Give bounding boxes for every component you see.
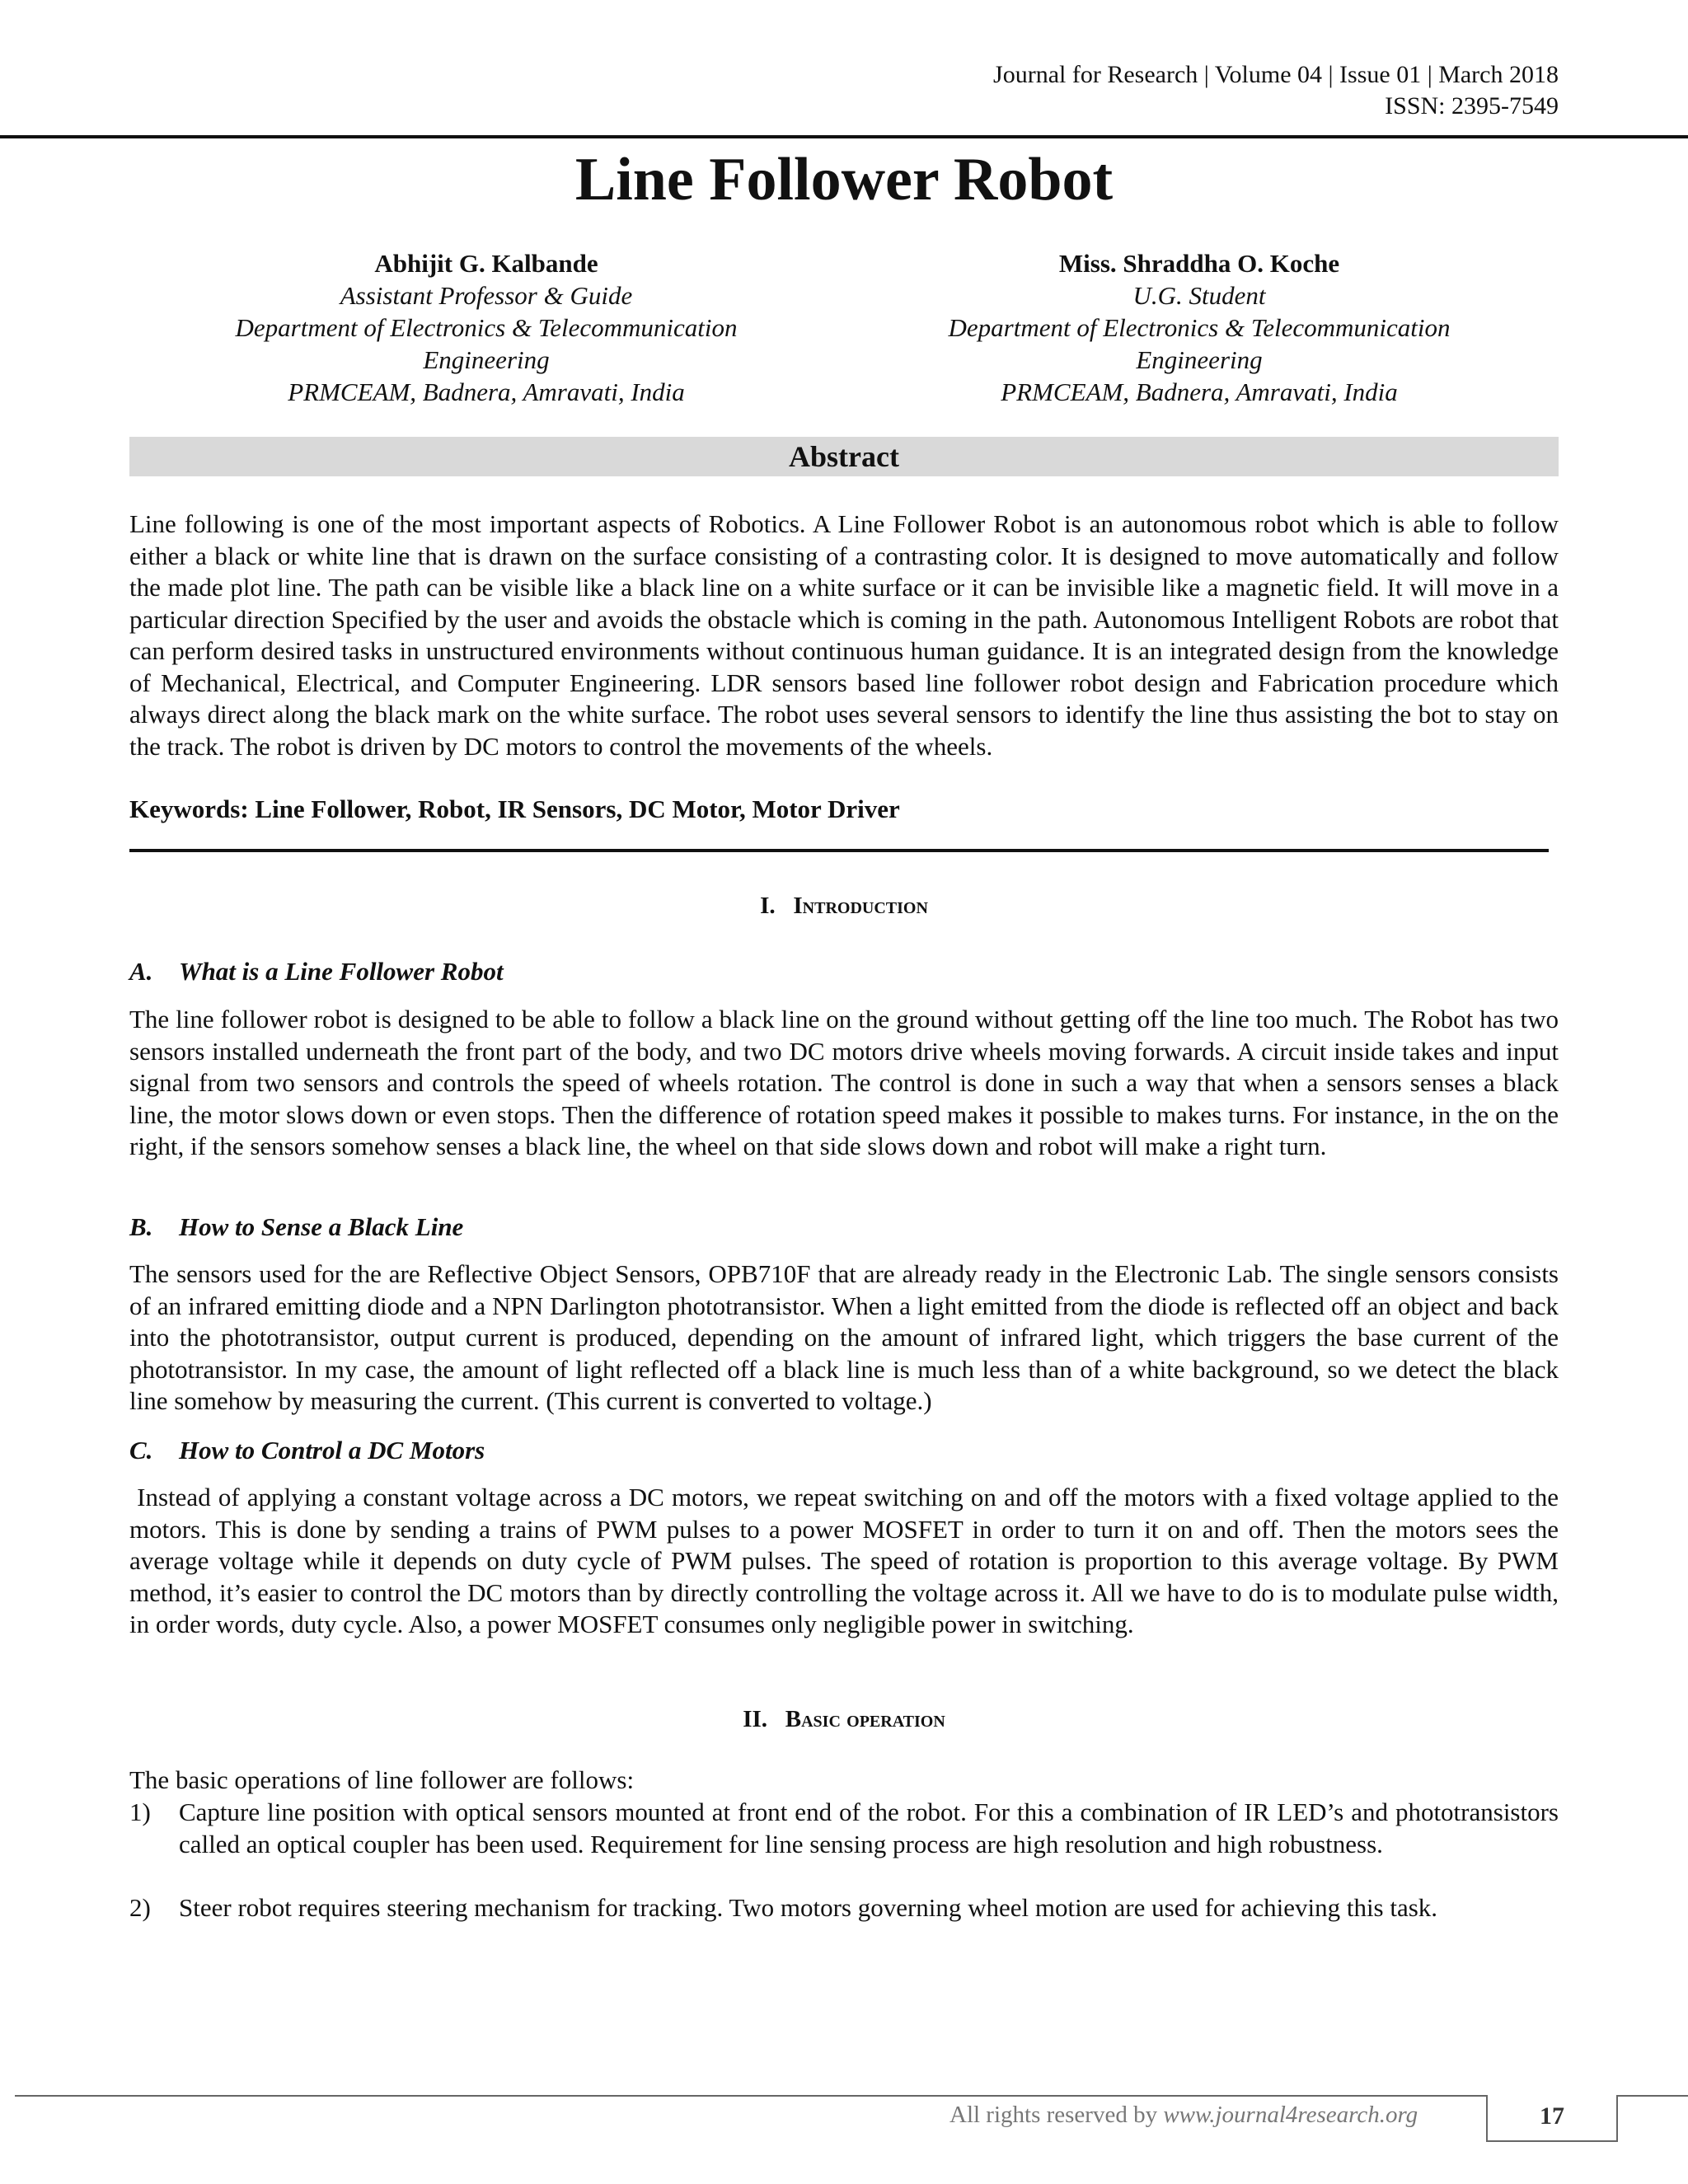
subsection-title: What is a Line Follower Robot: [179, 957, 504, 986]
author-dept-2: Engineering: [423, 345, 550, 374]
footer-rights: [950, 2100, 1418, 2130]
basic-operation-intro: The basic operations of line follower are follows:: [129, 1765, 635, 1794]
subsection-heading-c: [129, 1435, 485, 1466]
author-dept-2: Engineering: [1136, 345, 1263, 374]
author-dept: Department of Electronics & Telecommunication: [948, 313, 1451, 342]
journal-website-link[interactable]: www.journal4research.org: [1163, 2102, 1418, 2128]
author-affiliation: PRMCEAM, Badnera, Amravati, India: [1001, 377, 1398, 406]
subsection-title: How to Control a DC Motors: [179, 1436, 485, 1465]
subsection-title: How to Sense a Black Line: [179, 1212, 464, 1241]
section-title: Basic operation: [785, 1706, 945, 1732]
list-item-text: Steer robot requires steering mechanism for tracking. Two motors governing wheel motion are used for achieving this task.: [179, 1893, 1438, 1922]
author-block-1: [148, 247, 824, 408]
author-dept: Department of Electronics & Telecommunication: [235, 313, 738, 342]
list-item-number: 1): [129, 1797, 151, 1826]
abstract-text: Line following is one of the most important aspects of Robotics. A Line Follower Robot is an autonomous robot which is able to follow either a black or white line that is drawn on the surface consisting of a contrasting color. It is designed to move automatically and follow the made plot line. The path can be visible like a black line on a white surface or it can be invisible like a magnetic field. It will move in a particular direction Specified by the user and avoids the obstacle which is coming in the path. Autonomous Intelligent Robots are robot that can perform desired tasks in unstructured environments without continuous human guidance. It is an integrated design from the knowledge of Mechanical, Electrical, and Computer Engineering. LDR sensors based line follower robot design and Fabrication procedure which always direct along the black mark on the white surface. The robot uses several sensors to identify the line thus assisting the bot to stay on the track. The robot is driven by DC motors to control the movements of the wheels.: [129, 509, 1559, 761]
footer-rule: [15, 2095, 1486, 2097]
author-role: Assistant Professor & Guide: [340, 281, 633, 310]
subsection-number: C.: [129, 1436, 153, 1465]
journal-header: [993, 59, 1559, 122]
subsection-heading-b: [129, 1212, 463, 1243]
list-item: [129, 1892, 1559, 1924]
section-heading-introduction: [0, 893, 1688, 920]
header-rule: [0, 135, 1688, 138]
page-number: 17: [1486, 2095, 1618, 2142]
section-title: Introduction: [793, 893, 928, 919]
author-name: Abhijit G. Kalbande: [374, 249, 598, 278]
list-item: [129, 1797, 1559, 1860]
issn: ISSN: 2395-7549: [1385, 92, 1559, 120]
paragraph-dc-motors: Instead of applying a constant voltage across a DC motors, we repeat switching on and off the motors with a fixed voltage applied to the motors. This is done by sending a trains of PWM pulses to a power MOSFET in order to turn it on and off. Then the motors sees the average voltage while it depends on duty cycle of PWM pulses. The speed of rotation is proportion to this average voltage. By PWM method, it’s easier to control the DC motors than by directly controlling the voltage across it. All we have to do is to modulate pulse width, in order words, duty cycle. Also, a power MOSFET consumes only negligible power in switching.: [129, 1483, 1565, 1638]
author-block-2: [861, 247, 1537, 408]
paper-title: Line Follower Robot: [574, 146, 1114, 213]
footer-rule-right: [1618, 2095, 1688, 2097]
author-role: U.G. Student: [1132, 281, 1266, 310]
section-heading-basic-operation: [0, 1706, 1688, 1733]
keywords: Keywords: Line Follower, Robot, IR Sensors, DC Motor, Motor Driver: [129, 794, 900, 823]
rights-text: All rights reserved by: [950, 2102, 1164, 2128]
subsection-number: B.: [129, 1212, 153, 1241]
subsection-heading-a: [129, 956, 504, 987]
section-number: II.: [743, 1706, 768, 1732]
paragraph-line-follower: The line follower robot is designed to be able to follow a black line on the ground without getting off the line too much. The Robot has two sensors installed underneath the front part of the body, and two DC motors drive wheels moving forwards. A circuit inside takes and input signal from two sensors and controls the speed of wheels rotation. The control is done in such a way that when a sensors senses a black line, the motor slows down or even stops. Then the difference of rotation speed makes it possible to makes turns. For instance, in the on the right, if the sensors somehow senses a black line, the wheel on that side slows down and robot will make a right turn.: [129, 1005, 1559, 1160]
abstract-heading: Abstract: [129, 437, 1559, 476]
subsection-number: A.: [129, 957, 153, 986]
paragraph-sense-line: The sensors used for the are Reflective Object Sensors, OPB710F that are already ready in the Electronic Lab. The single sensors consists of an infrared emitting diode and a NPN Darlington phototransistor. When a light emitted from the diode is reflected off an object and back into the phototransistor, output current is produced, depending on the amount of infrared light, which triggers the base current of the phototransistor. In my case, the amount of light reflected off a black line is much less than of a white background, so we detect the black line somehow by measuring the current. (This current is converted to voltage.): [129, 1259, 1559, 1415]
list-item-text: Capture line position with optical sensors mounted at front end of the robot. For this a combination of IR LED’s and phototransistors called an optical coupler has been used. Requirement for line sensing process are high resolution and high robustness.: [179, 1797, 1559, 1858]
author-name: Miss. Shraddha O. Koche: [1058, 249, 1340, 278]
keywords-rule: [129, 849, 1549, 852]
section-number: I.: [760, 893, 776, 919]
author-affiliation: PRMCEAM, Badnera, Amravati, India: [288, 377, 685, 406]
list-item-number: 2): [129, 1893, 151, 1922]
journal-line: Journal for Research | Volume 04 | Issue 01 | March 2018: [993, 61, 1559, 88]
